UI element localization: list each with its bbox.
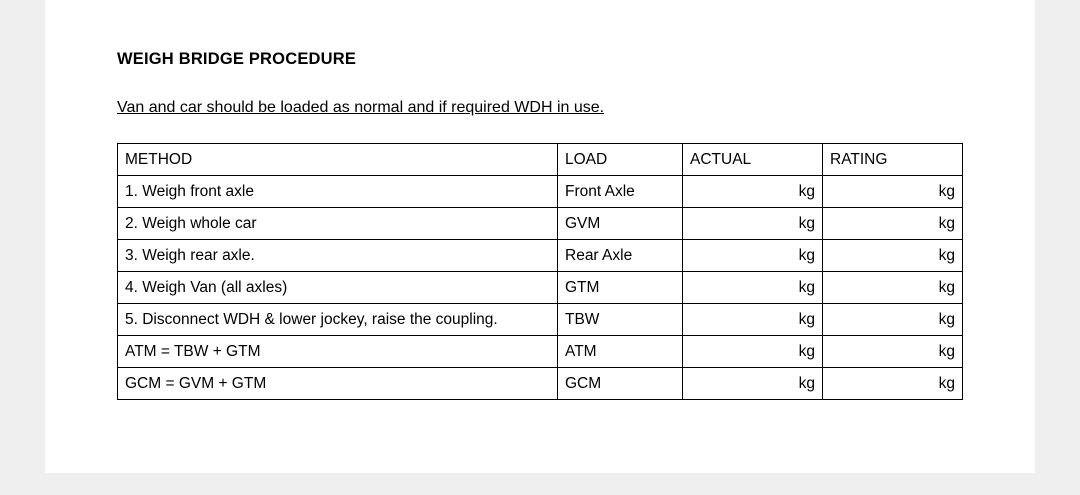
weigh-bridge-table [117,143,963,400]
cell-method: ATM = TBW + GTM [118,336,558,368]
cell-actual[interactable]: kg [683,176,823,208]
cell-actual[interactable]: kg [683,368,823,400]
document-subtitle: Van and car should be loaded as normal and if required WDH in use. [117,99,605,116]
document-body [45,0,1035,400]
cell-load: ATM [558,336,683,368]
cell-actual[interactable]: kg [683,208,823,240]
cell-load: Rear Axle [558,240,683,272]
cell-load: GVM [558,208,683,240]
column-header-actual: ACTUAL [683,144,823,176]
cell-method: 3. Weigh rear axle. [118,240,558,272]
cell-method: 5. Disconnect WDH & lower jockey, raise the coupling. [118,304,558,336]
cell-load: GTM [558,272,683,304]
cell-actual[interactable]: kg [683,272,823,304]
table-row [118,368,963,400]
page-title: WEIGH BRIDGE PROCEDURE [117,50,357,68]
cell-actual[interactable]: kg [683,304,823,336]
table-row [118,272,963,304]
table-row [118,240,963,272]
subtitle-row [117,99,975,143]
table-row [118,176,963,208]
cell-method: 4. Weigh Van (all axles) [118,272,558,304]
cell-actual[interactable]: kg [683,336,823,368]
cell-method: 2. Weigh whole car [118,208,558,240]
cell-rating[interactable]: kg [823,304,963,336]
cell-rating[interactable]: kg [823,176,963,208]
document-page [45,0,1035,473]
cell-rating[interactable]: kg [823,272,963,304]
column-header-method: METHOD [118,144,558,176]
column-header-rating: RATING [823,144,963,176]
cell-rating[interactable]: kg [823,240,963,272]
cell-rating[interactable]: kg [823,368,963,400]
cell-load: TBW [558,304,683,336]
cell-load: Front Axle [558,176,683,208]
column-header-load: LOAD [558,144,683,176]
cell-rating[interactable]: kg [823,208,963,240]
table-header-row [118,144,963,176]
table-row [118,208,963,240]
table-row [118,336,963,368]
cell-method: 1. Weigh front axle [118,176,558,208]
cell-rating[interactable]: kg [823,336,963,368]
cell-actual[interactable]: kg [683,240,823,272]
cell-method: GCM = GVM + GTM [118,368,558,400]
table-row [118,304,963,336]
cell-load: GCM [558,368,683,400]
